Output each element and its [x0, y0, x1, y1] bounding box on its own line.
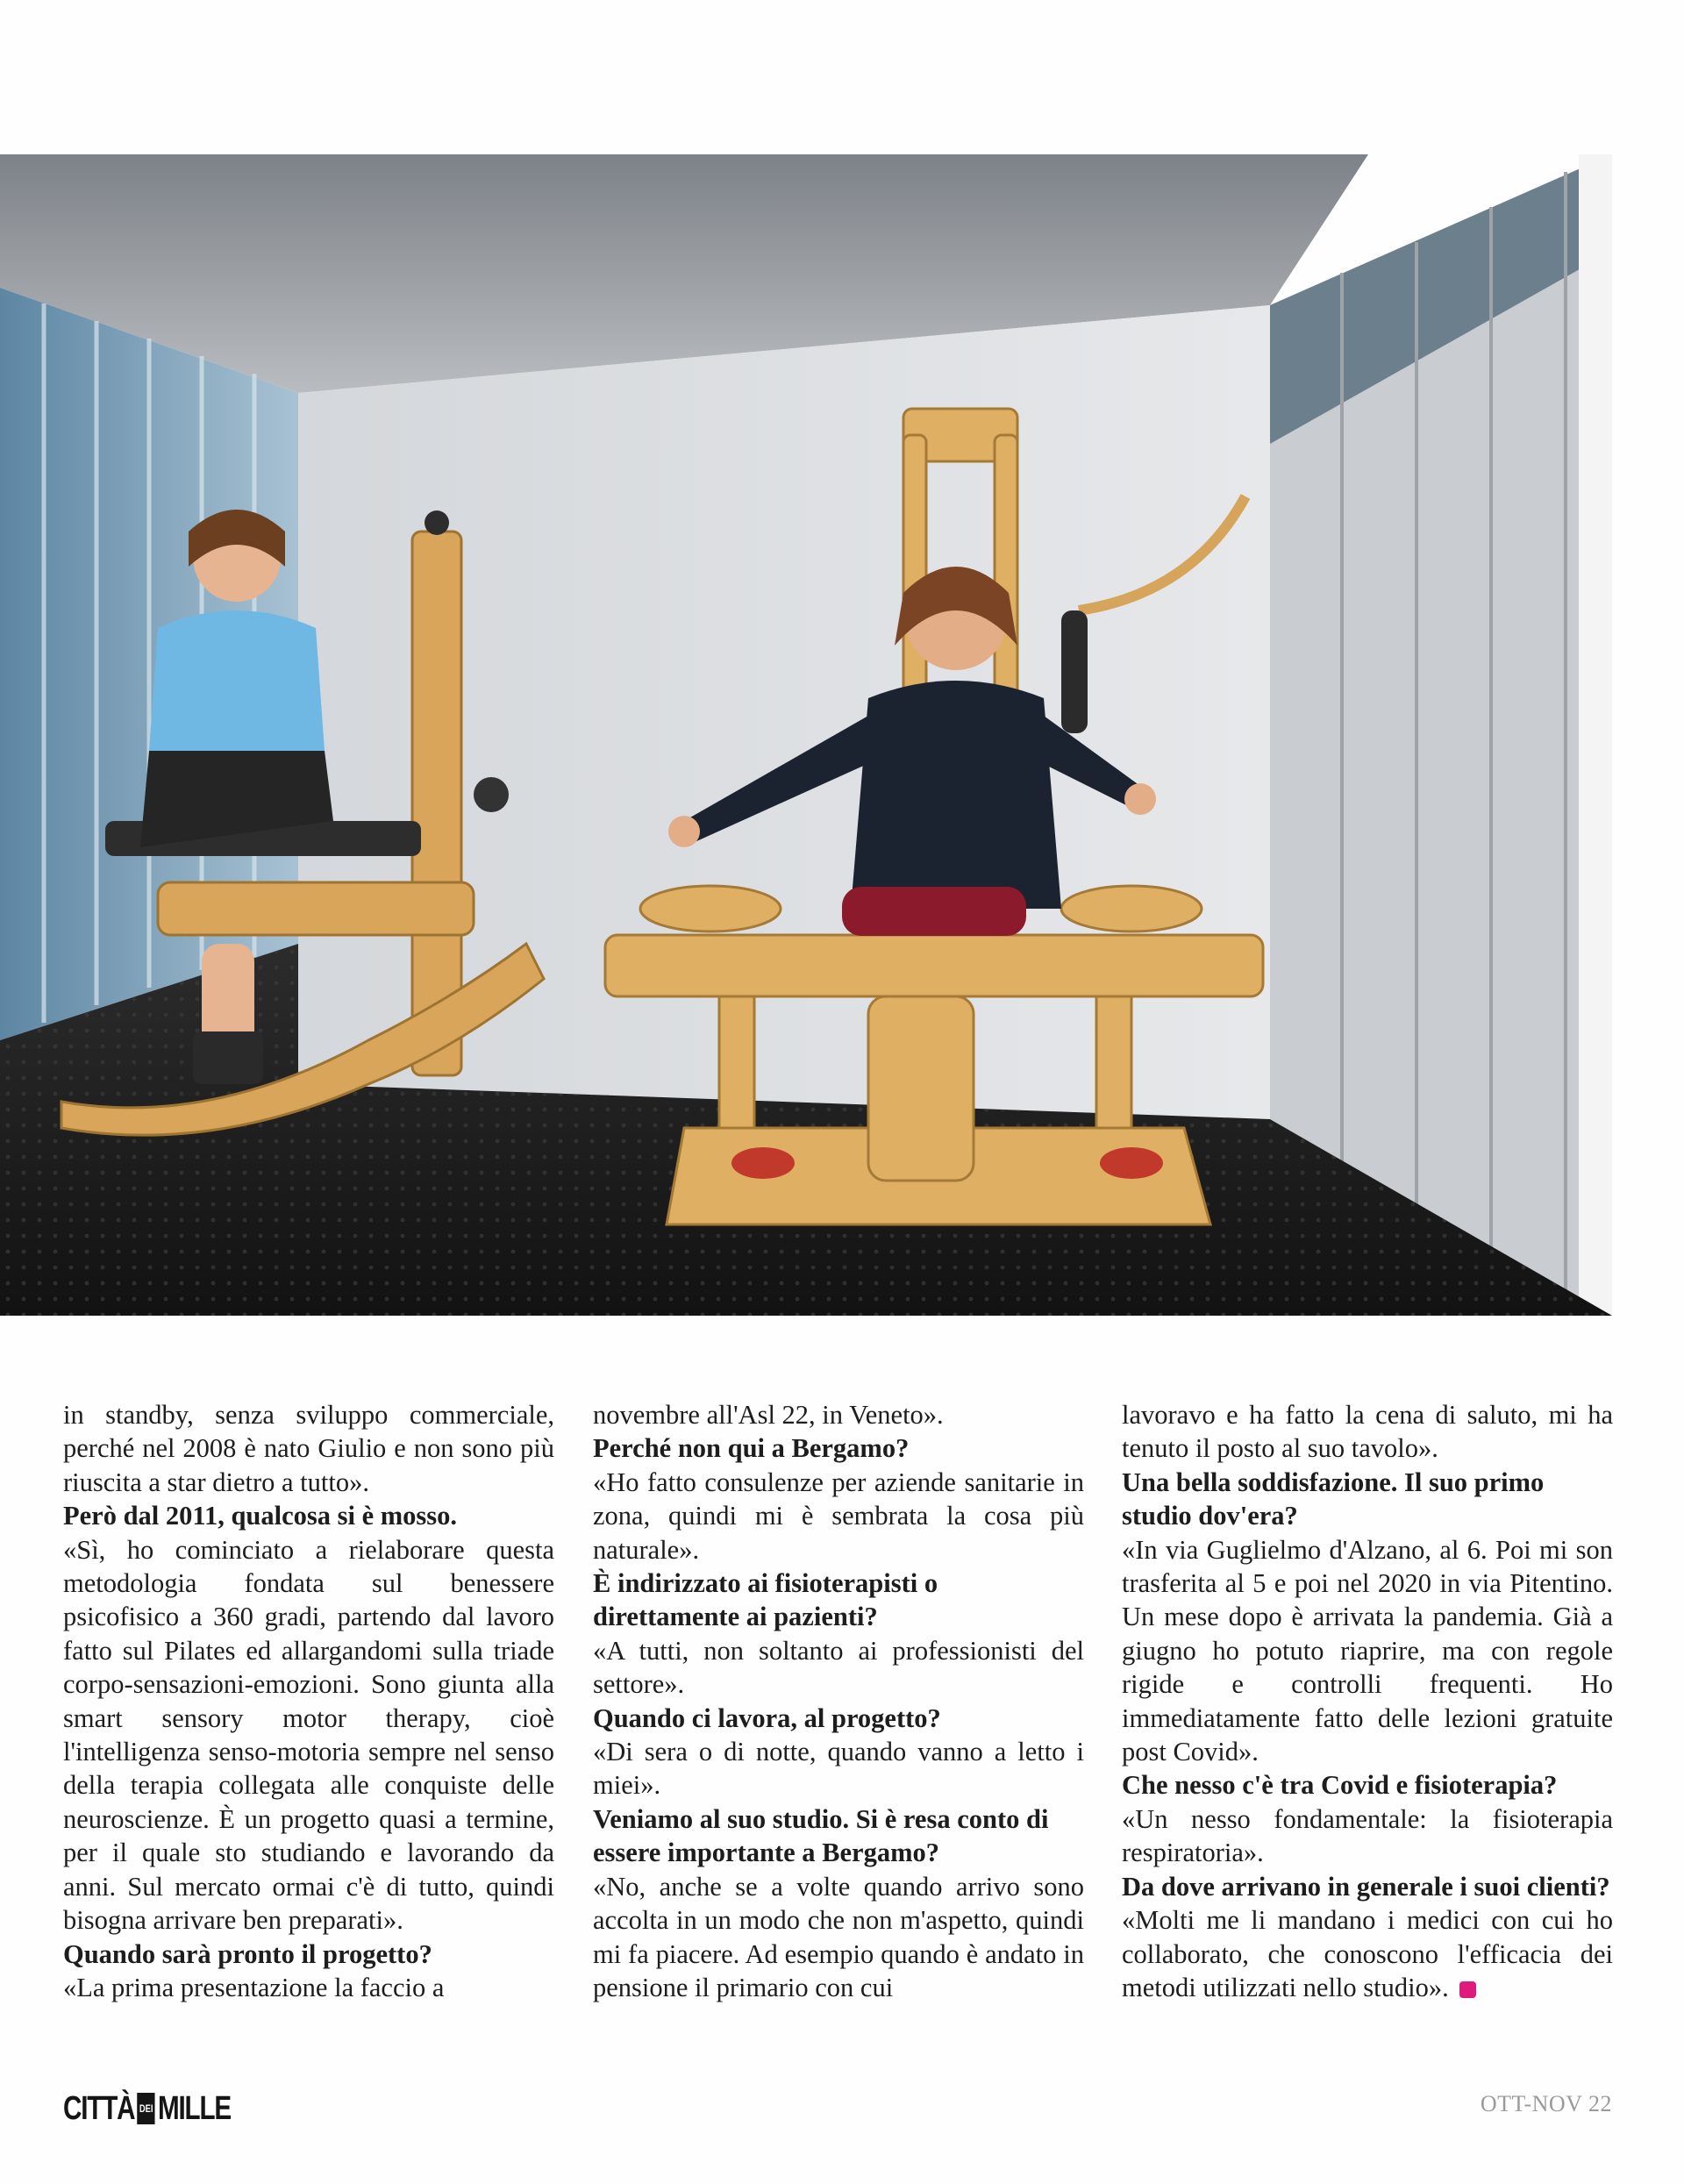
interview-question: Veniamo al suo studio. Si è resa conto di essere importante a Bergamo?: [593, 1803, 1049, 1868]
logo-dei-block: [138, 2093, 155, 2124]
interview-answer: «In via Guglielmo d'Alzano, al 6. Poi mi son trasferita al 5 e poi nel 2020 in via Pitentino. Un mese dopo è arrivata la pandemia. Già a giugno ho potuto riaprire, ma con regole rigide e controlli frequenti. Ho immediatamente fatto delle lezioni gratuite post Covid».: [1122, 1534, 1613, 1767]
article-column-2: [593, 1398, 1084, 2004]
interview-answer: lavoravo e ha fatto la cena di saluto, mi ha tenuto il posto al suo tavolo».: [1122, 1400, 1613, 1464]
logo-word-mille: MILLE: [157, 2089, 232, 2127]
logo-word-dei: DEI: [139, 2102, 153, 2115]
article-column-3: [1122, 1398, 1613, 2004]
interview-question: Quando sarà pronto il progetto?: [63, 1938, 432, 1969]
interview-question: È indirizzato ai fisioterapisti o direttamente ai pazienti?: [593, 1568, 938, 1632]
logo-word-citta: CITTÀ: [63, 2089, 135, 2127]
article-photo: [0, 154, 1612, 1316]
interview-answer: «Molti me li mandano i medici con cui ho collaborato, che conoscono l'efficacia dei metodi utilizzati nello studio».: [1122, 1905, 1613, 2002]
interview-question: Quando ci lavora, al progetto?: [593, 1702, 941, 1733]
end-of-article-mark: [1459, 1981, 1476, 1998]
interview-question: Perché non qui a Bergamo?: [593, 1433, 910, 1464]
interview-answer: «A tutti, non soltanto ai professionisti del settore».: [593, 1635, 1084, 1700]
issue-date: OTT-NOV 22: [1480, 2091, 1612, 2116]
interview-answer: «La prima presentazione la faccio a: [63, 1972, 445, 2002]
interview-answer: «Sì, ho cominciato a rielaborare questa metodologia fondata sul benessere psicofisico a 360 gradi, partendo dal lavoro fatto sul Pilates ed allargandomi sulla triade corpo-sensazioni-emozioni. Sono giunta alla smart sensory motor therapy, cioè l'intelligenza senso-motoria sempre nel senso della terapia collegata alle conquiste delle neuroscienze. È un progetto quasi a termine, per il quale sto studiando e lavorando da anni. Sul mercato ormai c'è di tutto, quindi bisogna arrivare ben preparati».: [63, 1534, 554, 1936]
magazine-logo: [63, 2089, 231, 2128]
interview-answer: «Ho fatto consulenze per aziende sanitarie in zona, quindi mi è sembrata la cosa più naturale».: [593, 1467, 1084, 1565]
interview-question: Da dove arrivano in generale i suoi clienti?: [1122, 1871, 1610, 1902]
interview-answer: «No, anche se a volte quando arrivo sono accolta in un modo che non m'aspetto, quindi mi fa piacere. Ad esempio quando è andato in pensione il primario con cui: [593, 1871, 1084, 2002]
gym-photo-illustration: [0, 154, 1612, 1316]
interview-answer: «Un nesso fondamentale: la fisioterapia respiratoria».: [1122, 1803, 1613, 1868]
interview-answer: «Di sera o di notte, quando vanno a letto i miei».: [593, 1737, 1084, 1801]
interview-answer: in standby, senza sviluppo commerciale, perché nel 2008 è nato Giulio e non sono più riuscita a star dietro a tutto».: [63, 1400, 554, 1497]
article-column-1: [63, 1398, 554, 2004]
interview-question: Però dal 2011, qualcosa si è mosso.: [63, 1501, 458, 1531]
interview-question: Che nesso c'è tra Covid e fisioterapia?: [1122, 1770, 1558, 1801]
interview-answer: novembre all'Asl 22, in Veneto».: [593, 1400, 944, 1430]
interview-question: Una bella soddisfazione. Il suo primo studio dov'era?: [1122, 1467, 1545, 1531]
